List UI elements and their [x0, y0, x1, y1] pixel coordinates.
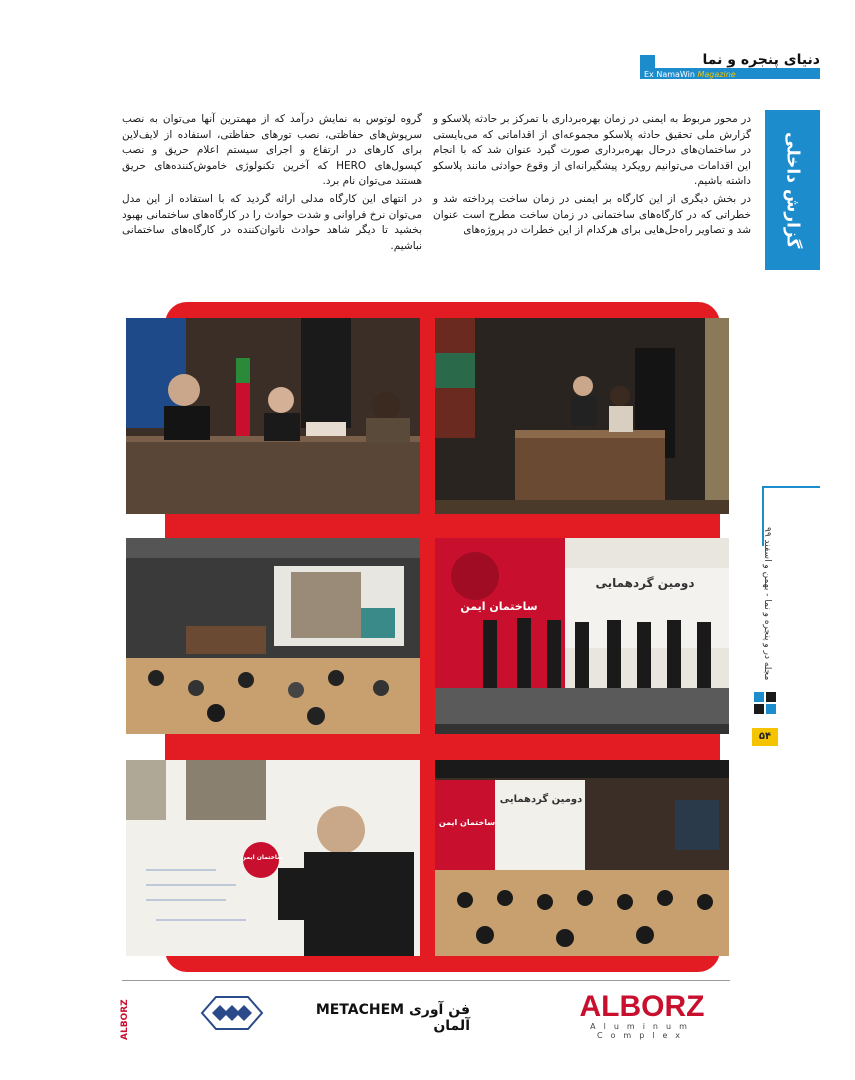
alborz-logo: [555, 990, 730, 1020]
logo-sub-text: Ex NamaWin: [644, 70, 695, 79]
photo-signing-note: ساختمان ایمن: [240, 854, 284, 861]
photo-award-banner-2: ساختمان ایمن: [460, 600, 538, 613]
photo-panel-speakers-drawing: [126, 318, 420, 514]
side-accent-line: [762, 486, 820, 488]
metachem-text: فن آوری METACHEM آلمان: [315, 1002, 470, 1034]
photo-hall-audience: [435, 760, 729, 956]
photo-stage-speaker: [435, 318, 729, 514]
photo-award-group: [435, 538, 729, 734]
paragraph: در انتهای این کارگاه مدلی ارائه گردید که با استفاده از این مدل می‌توان نرخ فراوانی و شدت حوادث را در کارگاه‌های ساختمانی بهبود بخشید تا دیگر شاهد حوادث ناتوان‌کننده در کارگاه‌های ساختمانی نباشیم.: [122, 192, 422, 252]
photo-audience-slide-drawing: [126, 538, 420, 734]
metachem-logo-icon: [200, 993, 264, 1033]
photo-stage-speaker-drawing: [435, 318, 729, 514]
photo-audience-slide: [126, 538, 420, 734]
magazine-logo-sub: [640, 70, 740, 79]
magazine-issue-text: مجله در و پنجره و نما - بهمن و اسفند ۹۹: [762, 526, 772, 680]
paragraph: گروه لوتوس به نمایش درآمد که از مهمترین آنها می‌توان به نصب سرپوش‌های حفاظتی، نصب تورهای حفاظتی، استفاده از لایف‌لاین برای کارهای در ارتفاع و اجرای سیستم اعلام حریق و نصب کپسول‌های HERO که آخرین تکنولوژی خاموش‌کننده‌های حریق هستند می‌توان نام برد.: [122, 113, 422, 188]
photo-panel-speakers: [126, 318, 420, 514]
photo-hall-banner-2: ساختمان ایمن: [438, 818, 496, 827]
window-icon: [752, 690, 778, 716]
photo-hall-banner: دومین گردهمایی: [499, 794, 583, 805]
photo-award-banner: دومین گردهمایی: [595, 576, 695, 590]
page-number: ۵۴: [752, 728, 778, 746]
footer-divider: [122, 980, 730, 981]
paragraph: در بخش دیگری از این کارگاه بر ایمنی در زمان ساخت پرداخته شد و خطراتی که در کارگاه‌های ساختمانی در زمان ساخت مطرح است عنوان شد و تصاویر راه‌حل‌هایی برای هرکدام از این خطرات در پروژه‌های: [433, 192, 751, 237]
article-column-left: [122, 112, 422, 256]
logo-mag-text: Magazine: [697, 70, 736, 79]
alborz-small-logo: ALBORZ: [120, 999, 130, 1040]
photo-signing-board: [126, 760, 420, 956]
alborz-logo-text: ALBORZ: [579, 990, 705, 1020]
article-column-right: [433, 112, 751, 241]
magazine-logo: دنیای پنجره و نما: [655, 52, 824, 68]
paragraph: در محور مربوط به ایمنی در زمان بهره‌برداری با تمرکز بر حادثه پلاسکو و گزارش ملی تحقیق حادثه پلاسکو مجموعه‌ای از اقداماتی که می‌بایستی در ساختمان‌های درحال بهره‌برداری صورت گیرد عنوان شد که با انجام این اقدامات می‌توانیم رویکرد پیشگیرانه‌ای از وقوع حوادثی مانند پلاسکو داشته باشیم.: [433, 113, 751, 188]
alborz-subtitle: Aluminum Complex: [590, 1022, 695, 1040]
section-tab: گزارش داخلی: [765, 110, 820, 270]
photo-hall-audience-drawing: [435, 760, 729, 956]
photo-award-group-drawing: [435, 538, 729, 734]
